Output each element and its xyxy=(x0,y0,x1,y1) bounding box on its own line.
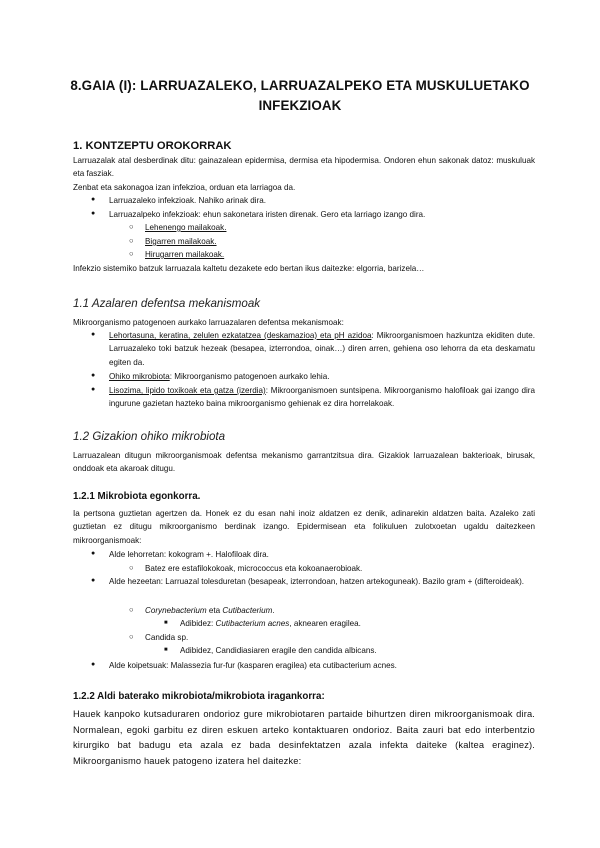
section-1-2-1-heading: 1.2.1 Mikrobiota egonkorra. xyxy=(73,491,201,502)
section-1-2-1-paragraph: Ia pertsona guztietan agertzen da. Honek ez du esan nahi inoiz aldatzen ez denik, adinarekin aldatzen baita. Azaleko zati guztietan ez ditugu mikroorganismo berdinak izango. Epidermisean eta folikuluen zulotxoetan ugaldu daitezkeen mikroorganismoak: xyxy=(73,509,535,545)
defense-item-2-text: : Mikroorganismo patogenoen aurkako lehia. xyxy=(169,372,330,381)
bullet-disc: ● xyxy=(91,386,96,393)
section-1-2-heading: 1.2 Gizakion ohiko mikrobiota xyxy=(73,430,226,443)
flora-moist-candida: Candida sp. xyxy=(145,633,189,642)
bullet-disc: ● xyxy=(91,196,96,203)
example-species: Cutibacterium acnes xyxy=(215,619,290,628)
title-line-1: 8.GAIA (I): LARRUAZALEKO, LARRUAZALPEKO ETA MUSKULUETAKO xyxy=(70,78,530,93)
flora-moist-areas: Alde hezeetan: Larruazal tolesduretan (besapeak, izterrondoan, hatzen artekoguneak). Bazilo gram + (difteroideak). xyxy=(109,577,525,586)
bullet-disc: ● xyxy=(91,331,96,338)
bullet-circle: ○ xyxy=(129,563,134,572)
defense-item-1 xyxy=(109,329,535,369)
section-1-2-2-paragraph: Hauek kanpoko kutsaduraren ondorioz gure mikrobiotaren partaide bihurtzen diren mikroorganismoak dira. Normalean, egoki garbitu ez diren eskuen arteko kontaktuaren ondorioz. Baita zauri bat edo interbentzio kirurgiko bat badugu eta azala ez bada desinfektatzen azala infekta daiteke (kaltea eraginez). Mikroorganismo hauek patogeno izatera hel daitezke: xyxy=(73,709,535,766)
page-title xyxy=(50,76,550,116)
section-1-1-intro: Mikroorganismo patogenoen aurkako larruazalaren defentsa mekanismoak: xyxy=(73,318,344,327)
section-1-bullet-2: Larruazalpeko infekzioak: ehun sakonetara iristen direnak. Gero eta larriago izango dira. xyxy=(109,210,426,219)
section-1-2-2-heading: 1.2.2 Aldi baterako mikrobiota/mikrobiota iragankorra: xyxy=(73,691,325,702)
bullet-disc: ● xyxy=(91,210,96,217)
section-1-bullet-1: Larruazaleko infekzioak. Nahiko arinak dira. xyxy=(109,196,267,205)
bullet-disc: ● xyxy=(91,550,96,557)
section-1-paragraph-1: Larruazalak atal desberdinak ditu: gainazalean epidermisa, dermisa eta hipodermisa. Ondoren ehun sakonak datoz: muskuluak eta fasziak. xyxy=(73,156,535,179)
example-prefix: Adibidez: xyxy=(180,619,216,628)
level-item-1: Lehenengo mailakoak. xyxy=(145,223,227,232)
example-suffix: , aknearen eragilea. xyxy=(289,619,361,628)
defense-item-3 xyxy=(109,384,535,411)
genus-period: . xyxy=(272,606,275,615)
bullet-square: ■ xyxy=(164,647,168,653)
section-1-2-paragraph: Larruazalean ditugun mikroorganismoak defentsa mekanismo garrantzitsua dira. Gizakiok larruazalean bakterioak, birusak, onddoak eta akaroak ditugu. xyxy=(73,451,535,474)
bullet-disc: ● xyxy=(91,661,96,668)
genus-cutibacterium: Cutibacterium xyxy=(222,606,273,615)
defense-item-3-term: Lisozima, lipido toxikoak eta gatza (izerdia) xyxy=(109,386,266,395)
genus-joiner: eta xyxy=(206,606,223,615)
level-item-2: Bigarren mailakoak. xyxy=(145,237,217,246)
flora-dry-areas: Alde lehorretan: kokogram +. Halofiloak dira. xyxy=(109,550,269,559)
section-1-paragraph-3: Infekzio sistemiko batzuk larruazala kaltetu dezakete edo bertan ikus daitezke: elgorria, barizela… xyxy=(73,264,425,273)
bullet-circle: ○ xyxy=(129,605,134,614)
bullet-disc: ● xyxy=(91,577,96,584)
bullet-circle: ○ xyxy=(129,222,134,231)
defense-item-1-text: : Mikroorganismoen hazkuntza ekiditen dute. Larruazaleko toki batzuk hezeak (besapea, izterrondoa, oinak…) diren arren, gehiena oso lehorra da eta deskamatu egiten da. xyxy=(109,331,535,367)
flora-moist-example-1 xyxy=(180,617,535,630)
flora-dry-areas-detail: Batez ere estafilokokoak, micrococcus eta kokoanaerobioak. xyxy=(145,564,363,573)
level-item-3: Hirugarren mailakoak. xyxy=(145,250,225,259)
flora-moist-genera xyxy=(145,604,535,617)
bullet-square: ■ xyxy=(164,620,168,626)
bullet-disc: ● xyxy=(91,372,96,379)
title-line-2: INFEKZIOAK xyxy=(258,98,342,113)
defense-item-2-term: Ohiko mikrobiota xyxy=(109,372,170,381)
bullet-circle: ○ xyxy=(129,236,134,245)
section-1-paragraph-2: Zenbat eta sakonagoa izan infekzioa, orduan eta larriagoa da. xyxy=(73,183,296,192)
defense-item-3-text: : Mikroorganismoen suntsipena. Mikroorganismo halofiloak gai izango dira ingurune gazietan hazteko baina mikroorganismo gehienak ez dira horrelakoak. xyxy=(109,386,535,409)
genus-corynebacterium: Corynebacterium xyxy=(145,606,207,615)
section-1-1-heading: 1.1 Azalaren defentsa mekanismoak xyxy=(73,297,261,310)
defense-item-2 xyxy=(109,370,535,383)
bullet-circle: ○ xyxy=(129,249,134,258)
defense-item-1-term: Lehortasuna, keratina, zelulen ezkatatzea (deskamazioa) eta pH azidoa xyxy=(109,331,372,340)
flora-moist-example-2: Adibidez, Candidiasiaren eragile den candida albicans. xyxy=(180,646,377,655)
bullet-circle: ○ xyxy=(129,632,134,641)
flora-oily-areas: Alde koipetsuak: Malassezia fur-fur (kasparen eragilea) eta cutibacterium acnes. xyxy=(109,661,397,670)
section-1-heading: 1. KONTZEPTU OROKORRAK xyxy=(73,140,232,152)
